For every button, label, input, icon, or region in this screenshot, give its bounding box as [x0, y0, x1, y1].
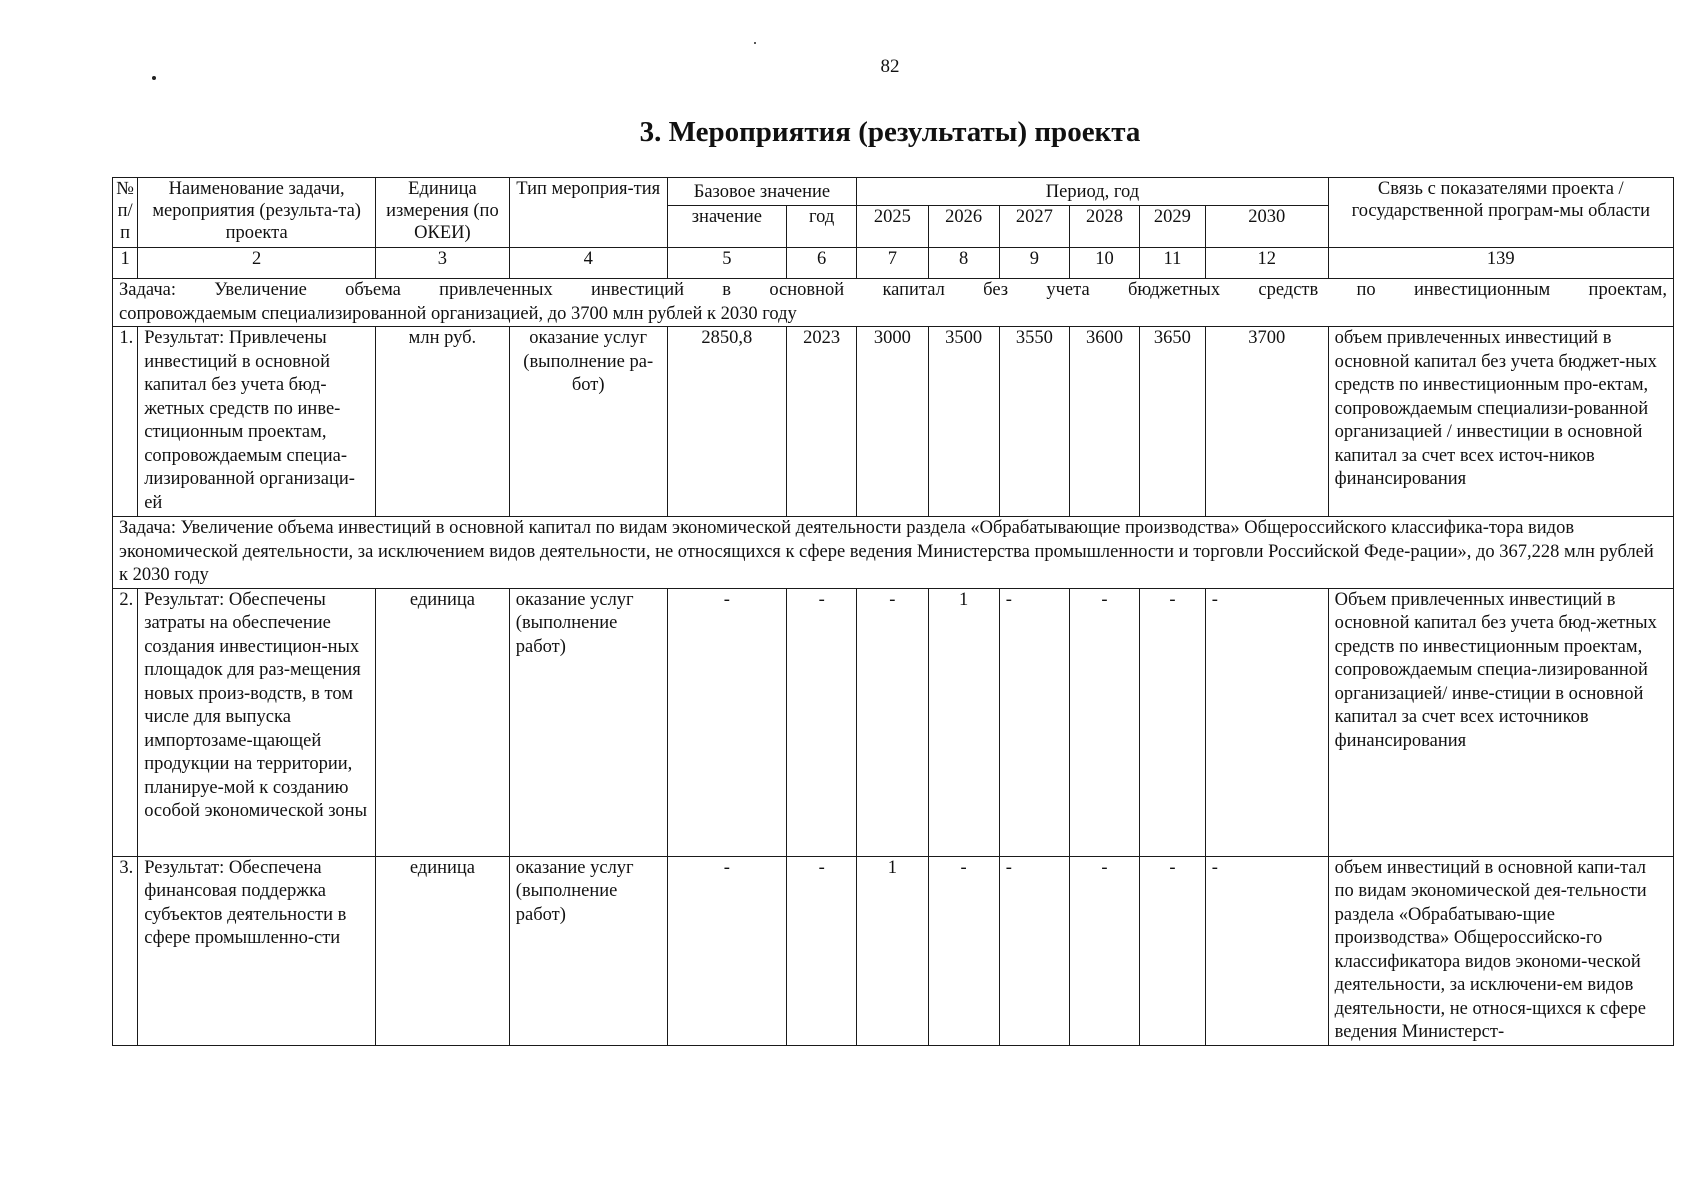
- row-name: Результат: Обеспечена финансовая поддержка субъектов деятельности в сфере промышленно-сти: [138, 856, 376, 1045]
- column-number: 10: [1069, 248, 1139, 279]
- row-base-value: -: [667, 856, 786, 1045]
- column-number: 7: [857, 248, 928, 279]
- column-number: 3: [376, 248, 510, 279]
- row-type: оказание услуг (выполнение ра-бот): [509, 327, 667, 517]
- column-number: 4: [509, 248, 667, 279]
- row-value-2026: 3500: [928, 327, 999, 517]
- row-value-2028: -: [1069, 856, 1139, 1045]
- row-value-2026: 1: [928, 588, 999, 856]
- task-row: [113, 279, 1674, 327]
- row-value-2027: -: [999, 856, 1069, 1045]
- page-title: 3. Мероприятия (результаты) проекта: [639, 116, 1141, 148]
- header-base-year: год: [787, 206, 857, 248]
- row-value-2029: 3650: [1140, 327, 1206, 517]
- column-number: 6: [787, 248, 857, 279]
- header-year-2028: 2028: [1069, 206, 1139, 248]
- results-table: [112, 177, 1674, 1046]
- column-number: 1: [113, 248, 138, 279]
- row-value-2028: -: [1069, 588, 1139, 856]
- row-number: 3.: [113, 856, 138, 1045]
- row-base-year: 2023: [787, 327, 857, 517]
- header-year-2029: 2029: [1140, 206, 1206, 248]
- header-unit: Единица измерения (по ОКЕИ): [376, 178, 510, 248]
- header-base-value: значение: [667, 206, 786, 248]
- header-period: Период, год: [857, 178, 1328, 206]
- header-base: Базовое значение: [667, 178, 857, 206]
- table-row: [113, 327, 1674, 517]
- row-number: 2.: [113, 588, 138, 856]
- header-year-2025: 2025: [857, 206, 928, 248]
- row-base-year: -: [787, 856, 857, 1045]
- row-value-2026: -: [928, 856, 999, 1045]
- row-name: Результат: Обеспечены затраты на обеспечение создания инвестицион-ных площадок для раз-мещения новых произ-водств, в том числе для выпуска импортозаме-щающей продукции на территории, планируе-мой к созданию особой экономической зоны: [138, 588, 376, 856]
- header-year-2030: 2030: [1205, 206, 1328, 248]
- row-value-2028: 3600: [1069, 327, 1139, 517]
- scan-speck: [152, 76, 156, 80]
- column-number: 9: [999, 248, 1069, 279]
- row-unit: единица: [376, 588, 510, 856]
- row-link: объем инвестиций в основной капи-тал по видам экономической дея-тельности раздела «Обрабатываю-щие производства» Общероссийско-го классификатора видов экономи-ческой деятельности, за исключени-ем видов деятельности, не относя-щихся к сфере ведения Министерст-: [1328, 856, 1673, 1045]
- task-text: [113, 279, 1674, 327]
- row-value-2030: 3700: [1205, 327, 1328, 517]
- row-type: оказание услуг (выполнение работ): [509, 588, 667, 856]
- header-link: Связь с показателями проекта / государственной програм-мы области: [1328, 178, 1673, 248]
- row-value-2027: 3550: [999, 327, 1069, 517]
- scan-speck: [754, 42, 756, 44]
- row-value-2030: -: [1205, 856, 1328, 1045]
- column-number: 12: [1205, 248, 1328, 279]
- row-link: объем привлеченных инвестиций в основной капитал без учета бюджет-ных средств по инвестиционным про-ектам, сопровождаемым специализи-рованной организацией / инвестиции в основной капитал за счет всех источ-ников финансирования: [1328, 327, 1673, 517]
- row-unit: млн руб.: [376, 327, 510, 517]
- row-base-value: 2850,8: [667, 327, 786, 517]
- row-value-2025: 3000: [857, 327, 928, 517]
- column-number: 139: [1328, 248, 1673, 279]
- column-number: 5: [667, 248, 786, 279]
- column-number: 11: [1140, 248, 1206, 279]
- row-value-2025: -: [857, 588, 928, 856]
- row-value-2027: -: [999, 588, 1069, 856]
- row-number: 1.: [113, 327, 138, 517]
- task-row: [113, 517, 1674, 589]
- row-value-2029: -: [1140, 856, 1206, 1045]
- header-name: Наименование задачи, мероприятия (результа-та) проекта: [138, 178, 376, 248]
- row-value-2025: 1: [857, 856, 928, 1045]
- row-link: Объем привлеченных инвестиций в основной капитал без учета бюд-жетных средств по инвестиционным проектам, сопровождаемым специа-лизированной организацией/ инве-стиции в основной капитал за счет всех источников финансирования: [1328, 588, 1673, 856]
- header-num: № п/п: [113, 178, 138, 248]
- row-unit: единица: [376, 856, 510, 1045]
- row-name: Результат: Привлечены инвестиций в основной капитал без учета бюд-жетных средств по инве-стиционным проектам, сопровождаемым специа-лизированной организаци-ей: [138, 327, 376, 517]
- row-base-value: -: [667, 588, 786, 856]
- row-base-year: -: [787, 588, 857, 856]
- header-type: Тип мероприя-тия: [509, 178, 667, 248]
- column-number-row: [113, 248, 1674, 279]
- task-text: Задача: Увеличение объема инвестиций в основной капитал по видам экономической деятельности раздела «Обрабатывающие производства» Общероссийского классифика-тора видов экономической деятельности, за исключением видов деятельности, не относящихся к сфере ведения Министерства промышленности и торговли Российской Феде-рации», до 367,228 млн рублей к 2030 году: [113, 517, 1674, 589]
- task-line: Задача: Увеличение объема привлеченных инвестиций в основной капитал без учета бюджетных средств по инвестиционным проектам,: [119, 280, 1667, 300]
- table-row: [113, 588, 1674, 856]
- column-number: 2: [138, 248, 376, 279]
- header-year-2026: 2026: [928, 206, 999, 248]
- column-number: 8: [928, 248, 999, 279]
- row-type: оказание услуг (выполнение работ): [509, 856, 667, 1045]
- table-row: [113, 856, 1674, 1045]
- task-line: сопровождаемым специализированной организацией, до 3700 млн рублей к 2030 году: [119, 303, 797, 324]
- row-value-2029: -: [1140, 588, 1206, 856]
- row-value-2030: -: [1205, 588, 1328, 856]
- page-number: 82: [880, 56, 900, 77]
- header-year-2027: 2027: [999, 206, 1069, 248]
